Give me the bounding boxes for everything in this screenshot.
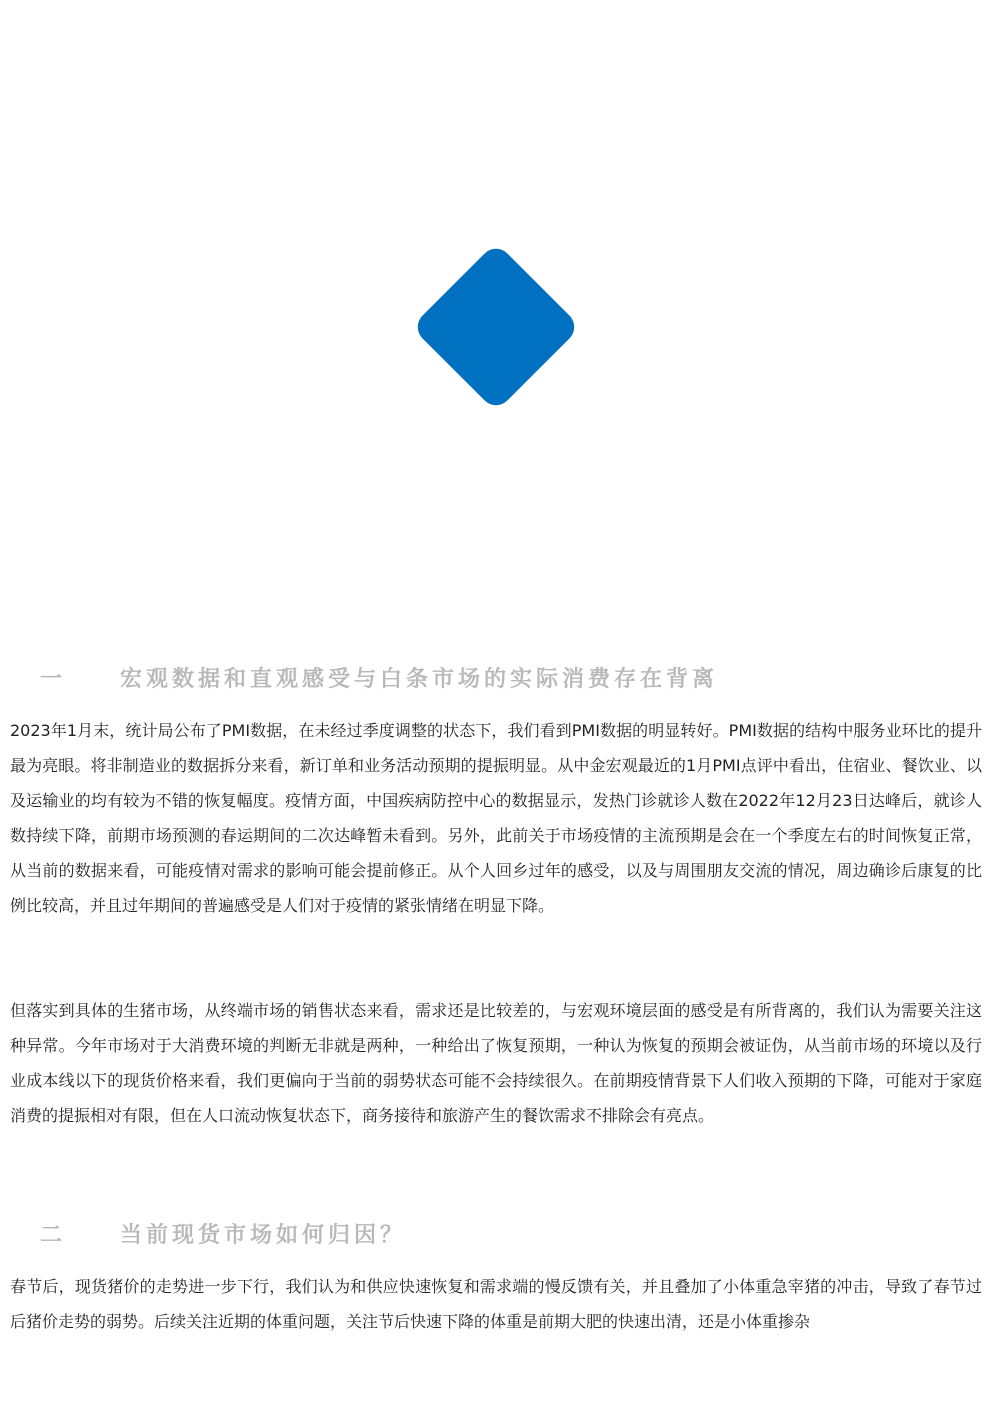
section-heading-1 xyxy=(0,656,992,696)
section-title: 当前现货市场如何归因？ xyxy=(120,1223,407,1248)
paragraph: 春节后，现货猪价的走势进一步下行，我们认为和供应快速恢复和需求端的慢反馈有关，并且叠加了小体重急宰猪的冲击，导致了春节过后猪价走势的弱势。后续关注近期的体重问题，关注节后快速下降的体重是前期大肥的快速出清，还是小体重掺杂 xyxy=(10,1277,982,1331)
section-number: 一 xyxy=(40,667,67,692)
section-heading-2 xyxy=(0,1212,992,1252)
paragraph: 2023年1月末，统计局公布了PMI数据，在未经过季度调整的状态下，我们看到PMI数据的明显转好。PMI数据的结构中服务业环比的提升最为亮眼。将非制造业的数据拆分来看，新订单和业务活动预期的提振明显。从中金宏观最近的1月PMI点评中看出，住宿业、餐饮业、以及运输业的均有较为不错的恢复幅度。疫情方面，中国疾病防控中心的数据显示，发热门诊就诊人数在2022年12月23日达峰后，就诊人数持续下降，前期市场预测的春运期间的二次达峰暂未看到。另外，此前关于市场疫情的主流预期是会在一个季度左右的时间恢复正常，从当前的数据来看，可能疫情对需求的影响可能会提前修正。从个人回乡过年的感受，以及与周围朋友交流的情况，周边确诊后康复的比例比较高，并且过年期间的普遍感受是人们对于疫情的紧张情绪在明显下降。 xyxy=(10,721,982,915)
section-title: 宏观数据和直观感受与白条市场的实际消费存在背离 xyxy=(120,667,719,692)
section-number: 二 xyxy=(40,1223,67,1248)
brand-diamond-logo xyxy=(411,242,581,412)
paragraph: 但落实到具体的生猪市场，从终端市场的销售状态来看，需求还是比较差的，与宏观环境层面的感受是有所背离的，我们认为需要关注这种异常。今年市场对于大消费环境的判断无非就是两种，一种给出了恢复预期，一种认为恢复的预期会被证伪，从当前市场的环境以及行业成本线以下的现货价格来看，我们更偏向于当前的弱势状态可能不会持续很久。在前期疫情背景下人们收入预期的下降，可能对于家庭消费的提振相对有限，但在人口流动恢复状态下，商务接待和旅游产生的餐饮需求不排除会有亮点。 xyxy=(10,1001,982,1125)
